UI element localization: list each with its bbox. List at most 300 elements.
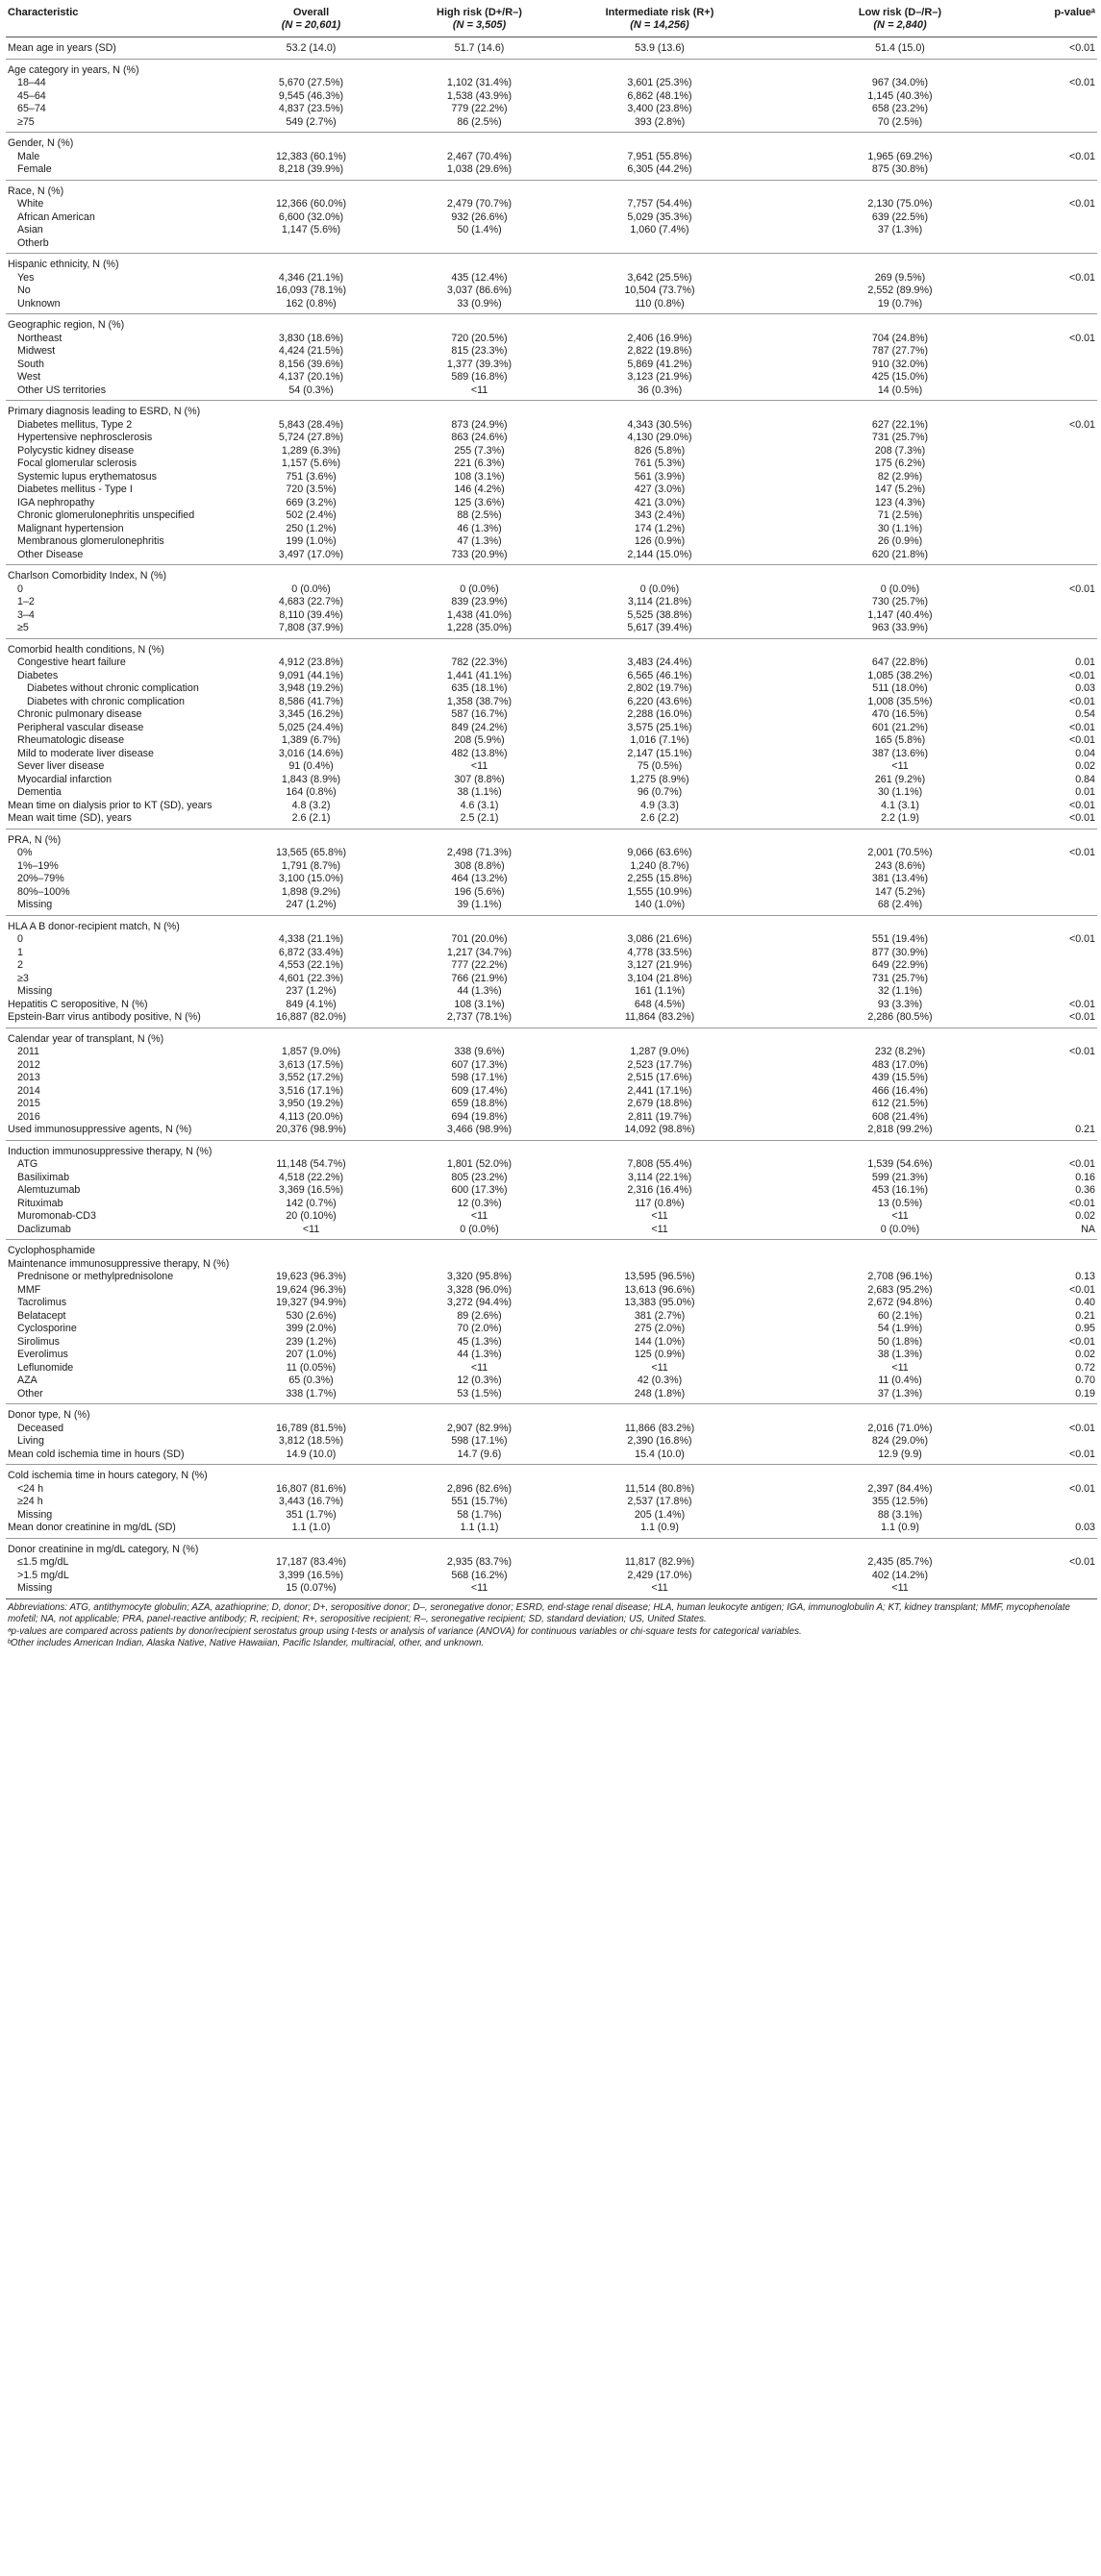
table-section <box>6 180 1097 254</box>
table-section <box>6 254 1097 314</box>
cell-value: 9,545 (46.3%) <box>278 89 344 102</box>
table-section <box>6 565 1097 639</box>
cell-value: 1,801 (52.0%) <box>446 1158 513 1170</box>
row-label: Race, N (%) <box>8 185 64 197</box>
table-row <box>6 1085 1097 1099</box>
cell-value: 126 (0.9%) <box>634 535 686 547</box>
row-label: Female <box>17 163 52 175</box>
table-row <box>6 1522 1097 1538</box>
p-value <box>1044 1240 1097 1258</box>
row-label: Chronic glomerulonephritis unspecified <box>17 509 195 521</box>
p-value <box>1044 535 1097 549</box>
table-row <box>6 163 1097 180</box>
p-value <box>1044 432 1097 445</box>
cell-value: 237 (1.2%) <box>286 985 337 997</box>
row-label: Diabetes without chronic complication <box>27 682 199 694</box>
cell-value: 1.1 (1.1) <box>460 1522 499 1533</box>
cell-value: 5,617 (39.4%) <box>627 622 692 633</box>
cell-value: 175 (6.2%) <box>874 458 926 469</box>
cell-value: 1,791 (8.7%) <box>281 859 341 872</box>
row-label: AZA <box>17 1375 38 1386</box>
row-label: Peripheral vascular disease <box>17 721 144 733</box>
table-row <box>6 596 1097 609</box>
cell-value: 96 (0.7%) <box>637 786 683 798</box>
cell-value: 1,217 (34.7%) <box>446 946 513 958</box>
p-value <box>1044 638 1097 656</box>
table-row <box>6 760 1097 774</box>
cell-value: 343 (2.4%) <box>634 509 686 521</box>
row-label: 2015 <box>17 1098 40 1109</box>
table-row <box>6 609 1097 623</box>
cell-value: 5,670 (27.5%) <box>278 77 344 88</box>
cell-value: 608 (21.4%) <box>871 1110 929 1123</box>
table-row <box>6 899 1097 915</box>
row-label: Hispanic ethnicity, N (%) <box>8 259 119 270</box>
column-header-label: Characteristic <box>8 7 79 18</box>
cell-value: 2,406 (16.9%) <box>627 332 692 344</box>
cell-value: 6,565 (46.1%) <box>627 669 692 681</box>
p-value <box>1044 860 1097 874</box>
cell-value: <11 <box>651 1210 668 1222</box>
cell-value <box>563 59 756 77</box>
cell-value: 3,016 (14.6%) <box>278 747 344 759</box>
row-label: Geographic region, N (%) <box>8 319 125 331</box>
table-row <box>6 947 1097 960</box>
table-row <box>6 224 1097 237</box>
cell-value: 2,737 (78.1%) <box>446 1011 513 1023</box>
cell-value: 8,218 (39.9%) <box>278 163 344 175</box>
row-label: Polycystic kidney disease <box>17 444 135 457</box>
cell-value: 1,228 (35.0%) <box>446 622 513 633</box>
p-value: 0.36 <box>1075 1184 1095 1196</box>
row-label: ≤1.5 mg/dL <box>17 1556 69 1568</box>
table-row <box>6 90 1097 104</box>
cell-value: 2,130 (75.0%) <box>867 198 933 210</box>
cell-value: 704 (24.8%) <box>871 332 929 344</box>
table-row <box>6 237 1097 254</box>
cell-value <box>395 915 563 933</box>
cell-value: 13,613 (96.6%) <box>624 1283 695 1296</box>
cell-value: 589 (16.8%) <box>451 371 508 383</box>
cell-value: 45 (1.3%) <box>457 1335 502 1348</box>
cell-value: 2,286 (80.5%) <box>867 1011 933 1023</box>
table-row <box>6 1509 1097 1523</box>
table-section <box>6 314 1097 401</box>
cell-value: 11,866 (83.2%) <box>624 1422 695 1434</box>
cell-value: 13,383 (95.0%) <box>624 1297 695 1308</box>
cell-value <box>563 314 756 333</box>
cell-value: 47 (1.3%) <box>457 535 502 547</box>
cell-value: 4,553 (22.1%) <box>278 959 344 971</box>
cell-value <box>756 1028 1044 1046</box>
row-label: Northeast <box>17 332 63 344</box>
cell-value: <11 <box>651 1223 668 1235</box>
cell-value: 3,552 (17.2%) <box>278 1072 344 1083</box>
cell-value: 910 (32.0%) <box>871 358 929 370</box>
row-label: Dementia <box>17 786 62 798</box>
row-label: ATG <box>17 1158 38 1170</box>
cell-value: 4.1 (3.1) <box>881 799 919 811</box>
cell-value: 16,887 (82.0%) <box>275 1011 347 1023</box>
cell-value: 9,091 (44.1%) <box>278 669 344 681</box>
table-row <box>6 1140 1097 1158</box>
characteristics-table <box>6 4 1097 1599</box>
row-label: Mild to moderate liver disease <box>17 747 154 759</box>
cell-value <box>563 1404 756 1423</box>
cell-value: 2,441 (17.1%) <box>627 1084 692 1097</box>
row-label: 1–2 <box>17 596 35 607</box>
row-label: >1.5 mg/dL <box>17 1569 69 1581</box>
table-section <box>6 37 1097 60</box>
cell-value: 36 (0.3%) <box>637 384 683 396</box>
cell-value: 568 (16.2%) <box>451 1569 508 1581</box>
table-row <box>6 1172 1097 1185</box>
row-label: White <box>17 198 44 210</box>
cell-value: 701 (20.0%) <box>451 933 508 945</box>
table-row <box>6 103 1097 116</box>
row-label: Primary diagnosis leading to ESRD, N (%) <box>8 406 201 417</box>
cell-value <box>227 180 395 198</box>
table-row <box>6 272 1097 285</box>
cell-value: 6,872 (33.4%) <box>278 946 344 958</box>
cell-value: 649 (22.9%) <box>871 959 929 971</box>
cell-value: 68 (2.4%) <box>877 899 923 910</box>
cell-value <box>756 59 1044 77</box>
cell-value: 5,029 (35.3%) <box>627 211 692 223</box>
cell-value: 50 (1.4%) <box>457 224 502 235</box>
table-section <box>6 1538 1097 1598</box>
table-row <box>6 786 1097 800</box>
p-value: 0.72 <box>1075 1361 1095 1374</box>
table-row <box>6 959 1097 973</box>
cell-value: 144 (1.0%) <box>634 1335 686 1348</box>
cell-value: <11 <box>470 1210 488 1222</box>
table-row <box>6 800 1097 813</box>
cell-value <box>227 1258 395 1272</box>
p-value <box>1044 180 1097 198</box>
row-label: Prednisone or methylprednisolone <box>17 1271 174 1282</box>
cell-value <box>227 237 395 254</box>
p-value <box>1044 103 1097 116</box>
cell-value: 37 (1.3%) <box>877 224 923 235</box>
cell-value: 16,789 (81.5%) <box>275 1422 347 1434</box>
cell-value: 612 (21.5%) <box>871 1098 929 1109</box>
cell-value: 108 (3.1%) <box>454 998 505 1010</box>
row-label: Myocardial infarction <box>17 773 113 785</box>
row-label: ≥5 <box>17 622 29 633</box>
cell-value: 598 (17.1%) <box>451 1435 508 1447</box>
table-row <box>6 1483 1097 1497</box>
cell-value: 731 (25.7%) <box>871 972 929 984</box>
column-header-label: Intermediate risk (R+) <box>605 7 714 18</box>
cell-value: 3,369 (16.5%) <box>278 1184 344 1196</box>
cell-value: 140 (1.0%) <box>634 899 686 910</box>
cell-value: 15.4 (10.0) <box>635 1448 685 1460</box>
p-value <box>1044 1435 1097 1449</box>
cell-value: 2.6 (2.2) <box>640 812 679 824</box>
column-header-count: (N = 2,840) <box>873 19 927 31</box>
cell-value <box>563 180 756 198</box>
table-row <box>6 384 1097 401</box>
cell-value: 255 (7.3%) <box>454 444 505 457</box>
cell-value: 777 (22.2%) <box>451 959 508 971</box>
cell-value: 4,912 (23.8%) <box>278 656 344 668</box>
table-row <box>6 696 1097 709</box>
cell-value <box>395 401 563 419</box>
table-row <box>6 622 1097 638</box>
cell-value: 669 (3.2%) <box>286 496 337 508</box>
cell-value: 221 (6.3%) <box>454 458 505 469</box>
table-row <box>6 285 1097 298</box>
table-header-row <box>6 4 1097 37</box>
table-row <box>6 1271 1097 1284</box>
cell-value: 42 (0.3%) <box>637 1375 683 1386</box>
cell-value: 3,114 (21.8%) <box>627 596 692 607</box>
cell-value: 3,400 (23.8%) <box>627 103 692 114</box>
cell-value: 824 (29.0%) <box>871 1435 929 1447</box>
cell-value: 826 (5.8%) <box>634 444 686 457</box>
p-value <box>1044 471 1097 484</box>
cell-value: 13 (0.5%) <box>877 1197 923 1209</box>
table-row <box>6 345 1097 359</box>
cell-value: 2,498 (71.3%) <box>446 847 513 858</box>
cell-value: 16,807 (81.6%) <box>275 1482 347 1495</box>
cell-value: 3,443 (16.7%) <box>278 1496 344 1507</box>
p-value <box>1044 1496 1097 1509</box>
table-row <box>6 1404 1097 1423</box>
cell-value: 8,156 (39.6%) <box>278 358 344 370</box>
cell-value: 2,523 (17.7%) <box>627 1058 692 1071</box>
p-value <box>1044 401 1097 419</box>
cell-value <box>756 1240 1044 1258</box>
cell-value: 815 (23.3%) <box>451 345 508 357</box>
row-label: PRA, N (%) <box>8 833 62 846</box>
cell-value: 2,467 (70.4%) <box>446 150 513 162</box>
cell-value: 1,287 (9.0%) <box>630 1046 689 1057</box>
cell-value: 425 (15.0%) <box>871 371 929 383</box>
cell-value: 125 (0.9%) <box>634 1349 686 1360</box>
cell-value: 3,830 (18.6%) <box>278 332 344 344</box>
cell-value: 3,613 (17.5%) <box>278 1058 344 1071</box>
cell-value: 9,066 (63.6%) <box>627 847 692 858</box>
p-value: <0.01 <box>1068 695 1095 707</box>
cell-value: 1,008 (35.5%) <box>867 695 933 707</box>
cell-value: 3,399 (16.5%) <box>278 1569 344 1581</box>
cell-value <box>563 1028 756 1046</box>
p-value: 0.02 <box>1075 1349 1095 1360</box>
row-label: 1%–19% <box>17 859 59 872</box>
cell-value <box>563 254 756 272</box>
cell-value: 142 (0.7%) <box>286 1197 337 1209</box>
cell-value: 779 (22.2%) <box>451 103 508 114</box>
cell-value: 4,424 (21.5%) <box>278 345 344 357</box>
p-value: <0.01 <box>1068 42 1095 54</box>
cell-value: 232 (8.2%) <box>874 1046 926 1057</box>
cell-value <box>227 565 395 583</box>
cell-value: 2,708 (96.1%) <box>867 1271 933 1282</box>
row-label: Basiliximab <box>17 1171 70 1183</box>
cell-value: 3,104 (21.8%) <box>627 972 692 984</box>
cell-value: 635 (18.1%) <box>451 682 508 694</box>
table-row <box>6 860 1097 874</box>
cell-value <box>395 1404 563 1423</box>
cell-value: 549 (2.7%) <box>286 115 337 128</box>
table-row <box>6 419 1097 433</box>
cell-value <box>563 915 756 933</box>
cell-value: 199 (1.0%) <box>286 535 337 547</box>
p-value <box>1044 59 1097 77</box>
table-row <box>6 254 1097 272</box>
cell-value: 1.1 (0.9) <box>640 1522 679 1533</box>
p-value: 0.04 <box>1075 747 1095 759</box>
cell-value: 125 (3.6%) <box>454 496 505 508</box>
row-label: Living <box>17 1435 44 1447</box>
cell-value: 733 (20.9%) <box>451 548 508 560</box>
row-label: Maintenance immunosuppressive therapy, N (%) <box>8 1257 230 1270</box>
cell-value: <11 <box>302 1223 320 1235</box>
cell-value: 435 (12.4%) <box>451 271 508 284</box>
table-row <box>6 1224 1097 1240</box>
cell-value <box>227 1404 395 1423</box>
cell-value <box>563 1240 756 1258</box>
p-value: <0.01 <box>1068 1197 1095 1209</box>
p-value <box>1044 1028 1097 1046</box>
cell-value: 381 (2.7%) <box>634 1309 686 1322</box>
cell-value: 1,441 (41.1%) <box>446 669 513 681</box>
cell-value <box>227 638 395 656</box>
cell-value: 8,586 (41.7%) <box>278 695 344 707</box>
table-row <box>6 1310 1097 1324</box>
row-label: 0% <box>17 847 33 858</box>
p-value <box>1044 947 1097 960</box>
cell-value: 82 (2.9%) <box>877 470 923 483</box>
p-value <box>1044 1085 1097 1099</box>
cell-value: 147 (5.2%) <box>874 483 926 495</box>
row-label: Diabetes mellitus - Type I <box>17 483 133 495</box>
p-value: 0.21 <box>1075 1309 1095 1322</box>
cell-value: 2.2 (1.9) <box>881 812 919 824</box>
cell-value: 4,130 (29.0%) <box>627 432 692 443</box>
cell-value: 609 (17.4%) <box>451 1084 508 1097</box>
cell-value: 3,466 (98.9%) <box>446 1124 513 1135</box>
p-value <box>1044 314 1097 333</box>
cell-value: 7,951 (55.8%) <box>627 150 692 162</box>
table-row <box>6 458 1097 471</box>
table-row <box>6 847 1097 860</box>
cell-value: 2,288 (16.0%) <box>627 708 692 720</box>
p-value <box>1044 523 1097 536</box>
cell-value: 601 (21.2%) <box>871 721 929 733</box>
table-row <box>6 1240 1097 1258</box>
row-label: Rheumatologic disease <box>17 734 125 746</box>
row-label: Gender, N (%) <box>8 137 74 149</box>
table-row <box>6 1423 1097 1436</box>
cell-value <box>563 401 756 419</box>
cell-value: 598 (17.1%) <box>451 1072 508 1083</box>
table-row <box>6 1349 1097 1362</box>
cell-value <box>563 1258 756 1272</box>
abbreviations-note: Abbreviations: ATG, antithymocyte globulin; AZA, azathioprine; D, donor; D+, seropositive donor; D–, seronegative donor; ESRD, end-stage renal disease; HLA, human leukocyte antigen; IGA, immunoglobulin A; KT, kidney transplant; MMF, mycophenolate mofetil; NA, not applicable; PRA, panel-reactive antibody; R, recipient; R+, seropositive recipient; R–, seronegative recipient; SD, standard deviation; US, United States. <box>8 1601 1070 1624</box>
cell-value: 1,389 (6.7%) <box>281 734 341 746</box>
row-label: No <box>17 285 31 296</box>
cell-value: 0 (0.0%) <box>460 582 499 595</box>
cell-value: 4,137 (20.1%) <box>278 371 344 383</box>
p-value <box>1044 384 1097 401</box>
cell-value: 4,518 (22.2%) <box>278 1171 344 1183</box>
cell-value: 44 (1.3%) <box>457 1349 502 1360</box>
table-row <box>6 734 1097 748</box>
table-row <box>6 1098 1097 1111</box>
cell-value: 2.6 (2.1) <box>291 812 331 824</box>
cell-value: 4.9 (3.3) <box>640 799 679 811</box>
row-label: 3–4 <box>17 608 35 621</box>
row-label: Charlson Comorbidity Index, N (%) <box>8 570 167 582</box>
cell-value: 4,601 (22.3%) <box>278 972 344 984</box>
cell-value: 1,275 (8.9%) <box>630 773 689 785</box>
cell-value <box>395 59 563 77</box>
row-label: Deceased <box>17 1422 64 1434</box>
cell-value: 1,539 (54.6%) <box>867 1158 933 1170</box>
p-value: <0.01 <box>1068 1011 1095 1023</box>
table-row <box>6 523 1097 536</box>
table-row <box>6 722 1097 735</box>
cell-value <box>227 1465 395 1483</box>
cell-value: 60 (2.1%) <box>877 1309 923 1322</box>
p-value <box>1044 345 1097 359</box>
cell-value: 3,483 (24.4%) <box>627 656 692 668</box>
row-label: Comorbid health conditions, N (%) <box>8 643 164 656</box>
cell-value: 307 (8.8%) <box>454 773 505 785</box>
row-label: Daclizumab <box>17 1223 71 1235</box>
row-label: African American <box>17 211 95 223</box>
table-section <box>6 401 1097 565</box>
p-value: 0.01 <box>1075 786 1095 798</box>
cell-value: 1,157 (5.6%) <box>281 458 341 469</box>
cell-value: 561 (3.9%) <box>634 470 686 483</box>
cell-value: 247 (1.2%) <box>286 899 337 910</box>
cell-value: 54 (1.9%) <box>877 1323 923 1334</box>
table-row <box>6 549 1097 565</box>
cell-value <box>395 237 563 254</box>
cell-value: 766 (21.9%) <box>451 972 508 984</box>
cell-value: 647 (22.8%) <box>871 656 929 668</box>
cell-value: 5,525 (38.8%) <box>627 608 692 621</box>
cell-value <box>756 1538 1044 1556</box>
p-value <box>1044 116 1097 133</box>
p-value: <0.01 <box>1068 734 1095 746</box>
cell-value: 2,679 (18.8%) <box>627 1098 692 1109</box>
cell-value: 3,950 (19.2%) <box>278 1098 344 1109</box>
cell-value: 11,864 (83.2%) <box>624 1011 695 1023</box>
cell-value: 338 (9.6%) <box>454 1046 505 1057</box>
cell-value: 12 (0.3%) <box>457 1197 502 1209</box>
table-footnotes <box>6 1599 1096 1650</box>
table-section <box>6 1028 1097 1140</box>
cell-value: 308 (8.8%) <box>454 859 505 872</box>
cell-value: 164 (0.8%) <box>286 786 337 798</box>
cell-value: <11 <box>651 1582 668 1594</box>
cell-value <box>227 915 395 933</box>
p-value <box>1044 609 1097 623</box>
cell-value: 39 (1.1%) <box>457 899 502 910</box>
p-value <box>1044 1404 1097 1423</box>
column-header-count: (N = 14,256) <box>630 19 689 31</box>
cell-value <box>756 1258 1044 1272</box>
cell-value: 551 (19.4%) <box>871 933 929 945</box>
p-value: <0.01 <box>1068 77 1095 88</box>
row-label: Calendar year of transplant, N (%) <box>8 1032 164 1045</box>
cell-value <box>395 180 563 198</box>
